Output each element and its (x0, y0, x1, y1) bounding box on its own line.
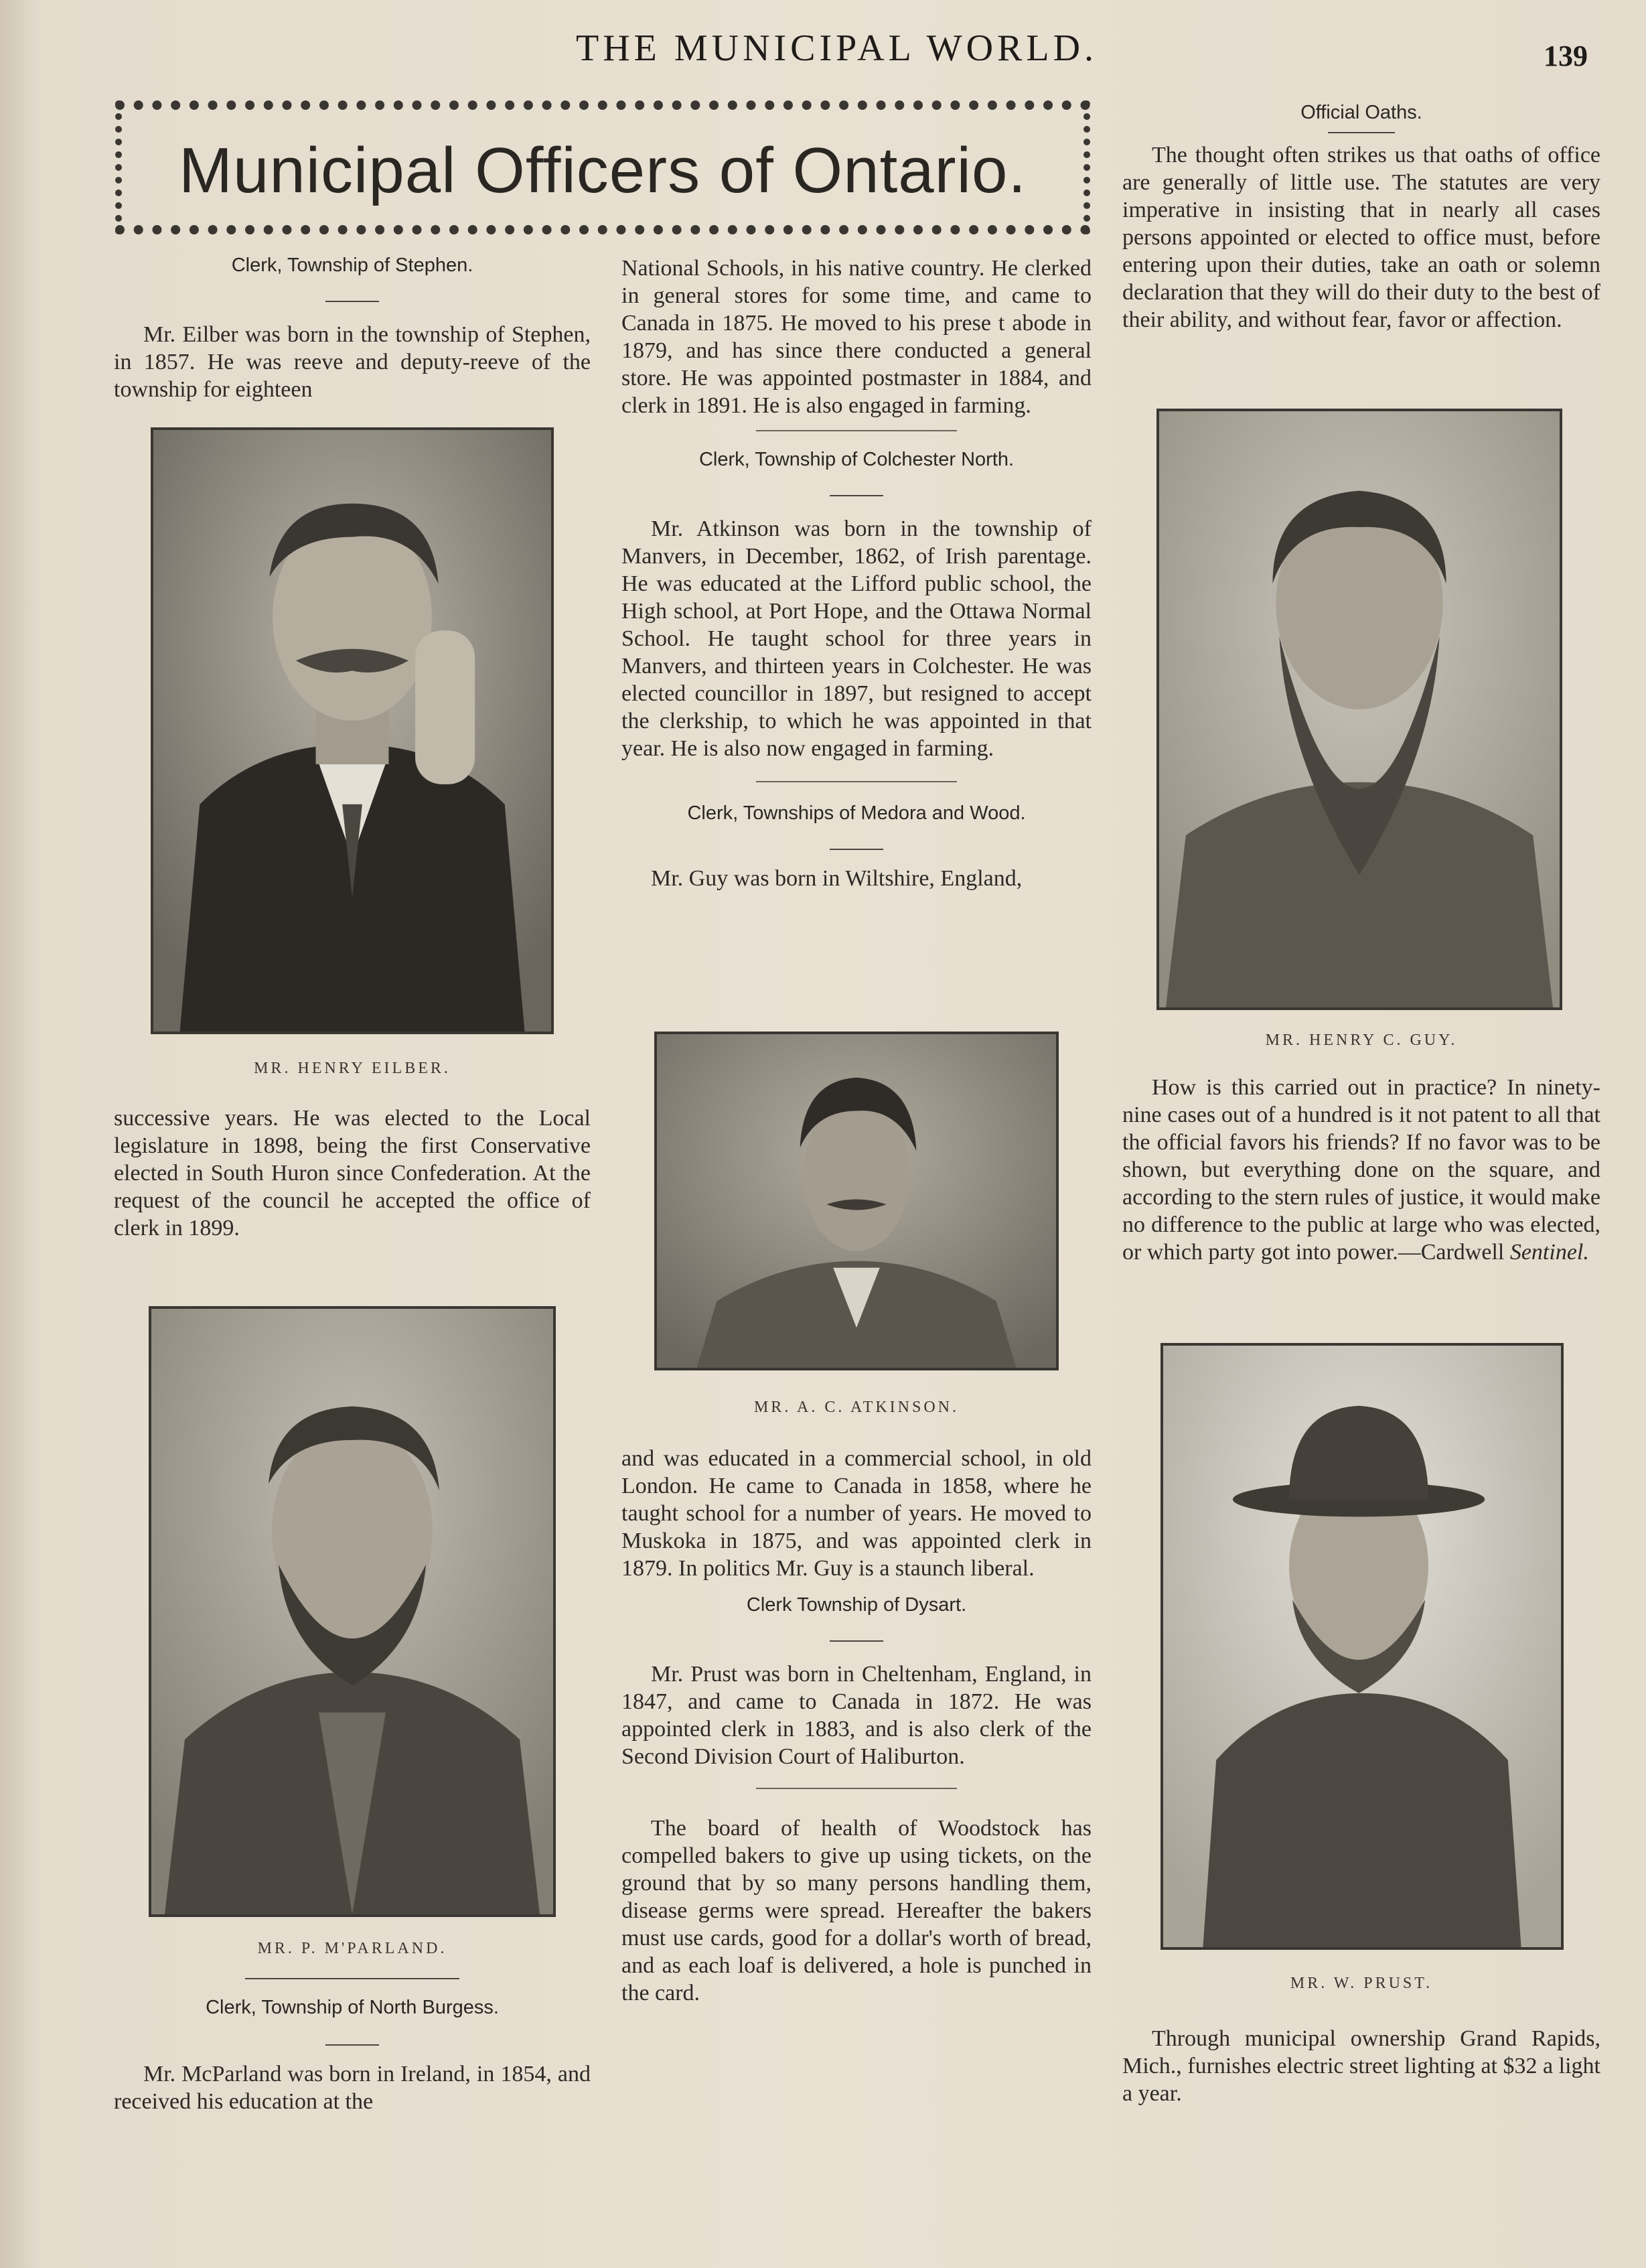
section-heading-dysart: Clerk Township of Dysart. (746, 1594, 967, 1616)
running-head: THE MUNICIPAL WORLD. (576, 27, 1098, 69)
article-text (1122, 1074, 1600, 1266)
photo-caption: MR. P. M'PARLAND. (257, 1940, 447, 1957)
portrait-image (1159, 411, 1560, 1007)
divider (756, 1788, 957, 1789)
divider (1328, 132, 1395, 133)
column-3-bottom (1122, 1975, 1600, 2107)
column-1-bottom (114, 1940, 591, 2115)
photo-caption: MR. W. PRUST. (1290, 1975, 1433, 1992)
article-text (621, 515, 1092, 762)
article-text (621, 1445, 1092, 1582)
portrait-henry-c-guy (1156, 409, 1562, 1010)
paragraph: National Schools, in his native country. He clerked in general stores for some time, and came to Canada in 1875. He moved to his prese t abode in 1879, and has since there conducted a general store. He was appointed postmaster in 1884, and clerk in 1891. He is also engaged in farming. (621, 256, 1092, 418)
paragraph: Mr. Prust was born in Cheltenham, England, in 1847, and came to Canada in 1872. He was appointed clerk in 1883, and is also clerk of the Second Division Court of Haliburton. (621, 1662, 1092, 1769)
column-1-continued (114, 1060, 591, 1242)
paragraph: successive years. He was elected to the Local legislature in 1898, being the first Conservative elected in South Huron since Confederation. At the request of the council he accepted the office of clerk in 1899. (114, 1106, 591, 1241)
column-3-continued (1122, 1032, 1600, 1266)
portrait-image (153, 430, 551, 1032)
section-heading-north-burgess: Clerk, Township of North Burgess. (206, 1997, 499, 2018)
section-heading-medora-wood: Clerk, Townships of Medora and Wood. (687, 802, 1026, 824)
section-heading-stephen: Clerk, Township of Stephen. (231, 255, 473, 276)
photo-caption: MR. HENRY EILBER. (254, 1060, 451, 1077)
section-heading-colchester-north: Clerk, Township of Colchester North. (698, 449, 1015, 470)
divider (325, 301, 379, 302)
paragraph-text: How is this carried out in practice? In ninety-nine cases out of a hundred is it not patent to all that the official favors his friends? If no favor was to be shown, but everything done on the square, and according to the stern rules of justice, it would make no difference to the public at large who was elected, or which party got into power.—Cardwell (1122, 1075, 1600, 1265)
photo-caption: MR. A. C. ATKINSON. (753, 1399, 960, 1416)
column-2 (621, 255, 1092, 892)
column-1 (114, 255, 591, 403)
divider (756, 430, 957, 431)
article-text (114, 321, 591, 403)
divider (830, 849, 883, 850)
paragraph: The thought often strikes us that oaths of office are generally of little use. The statutes are very imperative in insisting that in nearly all cases persons appointed or elected to office must, before entering upon their duties, take an oath or solemn declaration that they will do their duty to the best of their ability, and without fear, favor or affection. (1122, 143, 1600, 332)
article-text (621, 255, 1092, 419)
paragraph: Mr. Eilber was born in the township of Stephen, in 1857. He was reeve and deputy-reeve of the township for eighteen (114, 322, 591, 402)
portrait-a-c-atkinson (654, 1032, 1059, 1370)
divider (830, 1640, 883, 1642)
article-text (621, 1815, 1092, 2007)
portrait-p-mparland (149, 1306, 556, 1917)
section-heading-official-oaths: Official Oaths. (1300, 102, 1422, 123)
paragraph: Mr. McParland was born in Ireland, in 1854, and received his education at the (114, 2062, 591, 2114)
divider (830, 495, 883, 496)
paragraph: and was educated in a commercial school, in old London. He came to Canada in 1858, where he taught school for a number of years. He moved to Muskoka in 1875, and was appointed clerk in 1879. In politics Mr. Guy is a staunch liberal. (621, 1446, 1092, 1581)
paragraph: The board of health of Woodstock has compelled bakers to give up using tickets, on the ground that by so many persons handling them, disease germs were spread. Hereafter the bakers must use cards, good for a dollar's worth of bread, and as each loaf is delivered, a hole is punched in the card. (621, 1816, 1092, 2005)
divider (245, 1978, 459, 1979)
article-text (1122, 141, 1600, 334)
article-text (621, 865, 1092, 892)
paragraph: Mr. Atkinson was born in the township of Manvers, in December, 1862, of Irish parentage. He was educated at the Lifford public school, the High school, at Port Hope, and the Ottawa Normal School. He taught school for three years in Manvers, and thirteen years in Colchester. He was elected councillor in 1897, but resigned to accept the clerkship, to which he was appointed in that year. He is also now engaged in farming. (621, 516, 1092, 761)
page-title: Municipal Officers of Ontario. (178, 135, 1027, 206)
title-banner (115, 100, 1090, 234)
article-text (114, 1105, 591, 1242)
paragraph: Through municipal ownership Grand Rapids, Mich., furnishes electric street lighting at $32 a light a year. (1122, 2026, 1600, 2106)
divider (756, 781, 957, 782)
source-name: Sentinel. (1509, 1240, 1589, 1265)
portrait-w-prust (1161, 1343, 1564, 1950)
paragraph: Mr. Guy was born in Wiltshire, England, (651, 866, 1023, 891)
article-text (621, 1660, 1092, 1770)
portrait-image (657, 1034, 1056, 1368)
page-number: 139 (1544, 40, 1588, 72)
column-3 (1122, 102, 1600, 334)
portrait-henry-eilber (151, 427, 554, 1034)
portrait-image (151, 1309, 553, 1914)
photo-caption: MR. HENRY C. GUY. (1265, 1032, 1458, 1049)
column-2-continued (621, 1399, 1092, 2007)
portrait-image (1163, 1346, 1561, 1947)
article-text (1122, 2025, 1600, 2107)
paragraph (1122, 1074, 1600, 1266)
divider (325, 2044, 379, 2046)
article-text (114, 2060, 591, 2115)
